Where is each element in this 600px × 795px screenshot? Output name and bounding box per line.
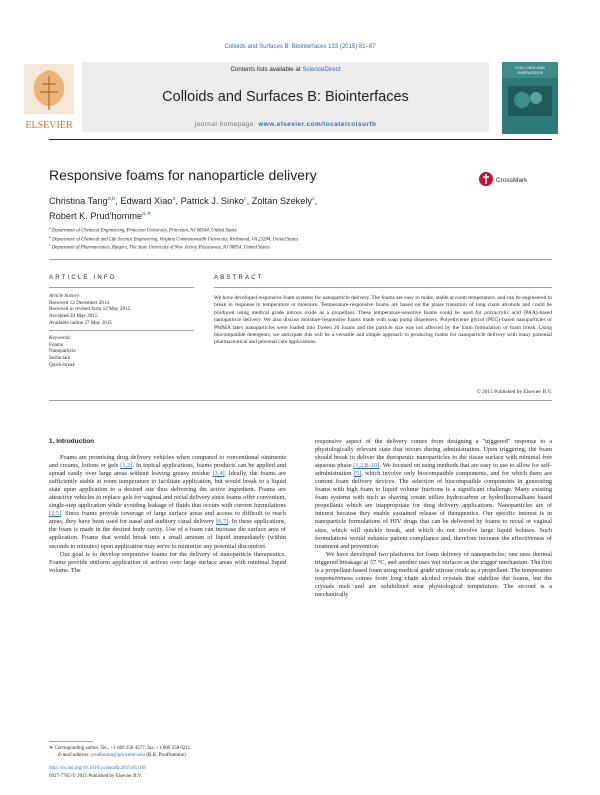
- citation-link[interactable]: [2,5]: [49, 510, 62, 518]
- issn-line: 0927-7765/© 2015 Published by Elsevier B.V.: [49, 774, 143, 779]
- article-info-rule: [49, 287, 194, 288]
- contents-line: [82, 66, 489, 73]
- running-head[interactable]: Colloids and Surfaces B: Biointerfaces 133 (2015) 81–87: [224, 44, 376, 50]
- footnote-rule: [49, 741, 93, 742]
- doi-link[interactable]: http://dx.doi.org/10.1016/j.colsurfb.2015.05.038: [49, 766, 146, 771]
- author-list: [49, 193, 317, 223]
- article-title: Responsive foams for nanoparticle delivery: [49, 167, 317, 183]
- cover-title-line-1: COLLOIDS AND: [515, 65, 545, 70]
- abstract-heading: ABSTRACT: [214, 275, 264, 281]
- citation-link[interactable]: [1,2,8–10]: [353, 462, 380, 470]
- paragraph: responsive aspect of the delivery comes from designing a "triggered" response to a physiologically relevant state that occurs during administration. Upon triggering, the foam should break to deliver the therapeutic nanoparticles to the tissue surface with minimal free aqueous phase [1,2,8–10]. We focused on using methods that are easy to use to allow for self-administration [5], which involve only biocompatible components, and for which there are current foam delivery devices. The selection of biocompatible components in generating foams with high foam to liquid volume fractions is a significant challenge. Many existing foam systems with such as shaving cream utilize hydrocarbon or hydrofluoroalkane based propellants which are inappropriate for drug delivery applications. Nanoparticles are of interest because they enable sustained release of therapeutics. Our specific interest is in nanoparticle formulations of HIV drugs that can be delivered by foams to rectal or vaginal sites, which will quickly break, and which do not involve large liquid boluses. Such formulations would enhance patient compliance and, therefore increase the effectiveness of treatment and prevention.: [315, 438, 552, 550]
- keyword: Foams: [49, 341, 63, 348]
- article-info-heading: ARTICLE INFO: [49, 275, 117, 281]
- keywords-rule: [49, 330, 194, 331]
- citation-link[interactable]: [5]: [353, 470, 362, 478]
- keywords: [49, 335, 194, 369]
- citation-link[interactable]: [3,4]: [212, 470, 225, 478]
- elsevier-logo: [22, 62, 76, 134]
- email-link[interactable]: prudhomm@princeton.edu: [91, 753, 146, 758]
- affiliation: $^c$ Department of Pharmaceutics, Rutgers, The State University of New Jersey, Piscataway, NJ 08854, United States: [49, 243, 270, 251]
- abstract-rule: [214, 287, 552, 288]
- body-column-right: [315, 438, 552, 599]
- journal-title: Colloids and Surfaces B: Biointerfaces: [162, 89, 409, 105]
- contents-prefix: Contents lists available at: [230, 66, 303, 73]
- header-rule: [49, 139, 552, 140]
- journal-homepage: [82, 121, 489, 128]
- sciencedirect-link[interactable]: ScienceDirect: [302, 66, 341, 73]
- abstract-text: We have developed responsive foam systems for nanoparticle delivery. The foams are easy to make, stable at room temperature, and can be engineered to break in response to temperature or moisture. Temperature-responsive foams are based on the phase transition of long chain alcohols and could be produced using medical grade nitrous oxide as a propellant. These temperature-sensitive foams could be used for polyacrylic acid (PAA)-based nanoparticle delivery. We also discuss moisture-responsive foams made with soap pump dispensers. Polyethylene glycol (PEG)-based nanoparticles or PMMA latex nanoparticles were loaded into Tween 20 foams and the particle size was not affected by the foam formulation or foam break. Using biocompatible detergents, we anticipate this will be a versatile and simple approach to producing foams for nanoparticle delivery with many potential pharmaceutical and personal care applications.: [214, 295, 552, 346]
- elsevier-wordmark: ELSEVIER: [25, 120, 73, 131]
- author[interactable]: Edward Xiao$^a$,: [120, 196, 181, 207]
- abstract-bottom-rule: [49, 400, 552, 401]
- keyword: Nanoparticle: [49, 348, 76, 355]
- author[interactable]: Christina Tang$^{a,b}$,: [49, 196, 121, 207]
- history-revised: Received in revised form 12 May 2015: [49, 306, 131, 313]
- footnote-email: E-mail address: prudhomm@princeton.edu (R.K. Prud'homme).: [58, 753, 187, 758]
- crossmark-badge[interactable]: [478, 171, 538, 187]
- keyword: Quick-break: [49, 361, 75, 368]
- article-history: [49, 293, 194, 327]
- history-label: Article history:: [49, 293, 81, 299]
- affiliation: $^b$ Department of Chemical and Life Science Engineering, Virginia Commonwealth University, Richmond, VA 23284, United States: [49, 234, 299, 243]
- author[interactable]: Robert K. Prud'homme$^{a,∗}$: [49, 211, 152, 222]
- history-online: Available online 27 May 2015: [49, 319, 113, 326]
- cover-title-line-2: SURFACES B: [517, 70, 543, 75]
- history-accepted: Accepted 20 May 2015: [49, 313, 98, 320]
- history-received: Received 13 December 2014: [49, 299, 110, 306]
- keywords-label: Keywords:: [49, 335, 72, 341]
- footnote-corresponding: ∗ Corresponding author. Tel.: +1 609 258 4577; fax: +1 609 258 0211.: [49, 746, 192, 751]
- journal-cover-thumbnail: [502, 62, 558, 134]
- author[interactable]: Patrick J. Sinko$^c$,: [180, 196, 252, 207]
- body-column-left: [49, 454, 286, 575]
- abstract-copyright: © 2015 Published by Elsevier B.V.: [476, 389, 552, 395]
- affiliation-divider: [49, 259, 552, 260]
- homepage-prefix: journal homepage:: [194, 121, 259, 128]
- homepage-link[interactable]: www.elsevier.com/locate/colsurfb: [258, 121, 377, 128]
- paragraph: We have developed two platforms for foam delivery of nanoparticles; one uses thermal triggered breakage at 37 °C, and another uses wet surfaces as the trigger mechanism. The first is a propellant-based foam using medical grade nitrous oxide as a propellant. The temperature responsiveness comes from long chain alcohol crystals that stabilize the foams, but the crystals melt and are solubilized near physiological temperature. The second is a mechanically: [315, 550, 552, 598]
- citation-link[interactable]: [6,7]: [216, 518, 229, 526]
- crossmark-label: CrossMark: [496, 177, 528, 184]
- paragraph: Our goal is to develop responsive foams for the delivery of nanoparticle therapeutics. Foams provide uniform application of actives over large surface areas with minimal liquid volume. The: [49, 550, 286, 574]
- citation-link[interactable]: [1,2]: [120, 462, 133, 470]
- affiliation: $^a$ Department of Chemical Engineering, Princeton University, Princeton, NJ 08544, United States: [49, 226, 237, 234]
- author[interactable]: Zoltan Szekely$^c$,: [251, 196, 318, 207]
- section-heading-introduction: 1. Introduction: [49, 438, 95, 445]
- keyword: Surfactant: [49, 355, 71, 362]
- paragraph: Foams are promising drug delivery vehicles when compared to conventional ointments and creams, lotions or gels [1,2]. In topical applications, foams products can be applied and spread easily over large areas without leaving greasy residue [3,4]. Ideally, the foams are sufficiently stable at room temperature to facilitate application, but would break to a liquid state upon application to a desired site thus delivering the active ingredient. Foams are attractive vehicles to replace gels for vaginal and rectal delivery since foams offer convenient, single-step application while avoiding leakage of fluids that occurs with current formulations [2,5]. Since foams provide coverage of large surface areas and access to difficult to reach areas, they have been used for nasal and auditory canal delivery [6,7]. In these applications, the foam is made in the desired body cavity. Use of a foam can increase the surface area of application. Foams that would break into a small amount of liquid immediately (within seconds to minutes) upon application may serve to minimize any potential discomfort.: [49, 454, 287, 550]
